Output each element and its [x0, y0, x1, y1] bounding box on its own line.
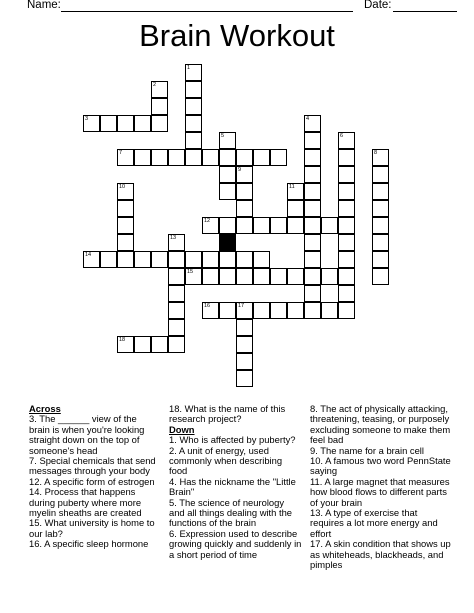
grid-cell[interactable] — [134, 336, 151, 353]
clue-item: 9. The name for a brain cell — [310, 444, 424, 456]
grid-cell[interactable] — [304, 268, 321, 285]
clue-number: 2 — [153, 82, 157, 88]
grid-cell[interactable] — [338, 268, 355, 285]
grid-cell[interactable] — [253, 149, 270, 166]
grid-cell[interactable] — [338, 285, 355, 302]
clue-number: 1 — [187, 65, 191, 71]
clue-number: 7 — [119, 150, 123, 156]
grid-cell[interactable] — [185, 64, 202, 81]
grid-cell[interactable] — [372, 149, 389, 166]
grid-cell[interactable] — [304, 217, 321, 234]
grid-cell[interactable] — [117, 234, 134, 251]
clue-item: 16. A specific sleep hormone — [29, 538, 149, 550]
grid-cell[interactable] — [219, 132, 236, 149]
grid-cell[interactable] — [372, 217, 389, 234]
grid-cell[interactable] — [168, 302, 185, 319]
grid-cell[interactable] — [202, 149, 219, 166]
grid-cell[interactable] — [236, 268, 253, 285]
grid-cell[interactable] — [185, 98, 202, 115]
grid-cell[interactable] — [151, 251, 168, 268]
clue-column-1 — [29, 404, 160, 550]
grid-cell[interactable] — [168, 336, 185, 353]
page-title: Brain Workout — [139, 18, 335, 53]
grid-cell[interactable] — [168, 285, 185, 302]
grid-cell[interactable] — [287, 183, 304, 200]
clue-item: 17. A skin condition that shows up as whiteheads, blackheads, and pimples — [310, 538, 451, 571]
grid-cell[interactable] — [134, 149, 151, 166]
grid-cell[interactable] — [338, 251, 355, 268]
grid-cell[interactable] — [338, 183, 355, 200]
clue-number: 4 — [306, 116, 310, 122]
grid-cell[interactable] — [236, 183, 253, 200]
grid-cell[interactable] — [253, 268, 270, 285]
grid-cell[interactable] — [219, 268, 236, 285]
clue-item: 6. Expression used to describe growing quickly and suddenly in a short period of time — [169, 527, 302, 560]
grid-cell[interactable] — [287, 200, 304, 217]
grid-cell[interactable] — [219, 183, 236, 200]
grid-cell[interactable] — [168, 268, 185, 285]
clue-number: 9 — [238, 167, 242, 173]
grid-cell[interactable] — [117, 251, 134, 268]
grid-cell[interactable] — [321, 268, 338, 285]
grid-cell[interactable] — [236, 336, 253, 353]
grid-cell[interactable] — [117, 115, 134, 132]
grid-cell[interactable] — [219, 166, 236, 183]
clue-number: 10 — [119, 184, 126, 190]
grid-cell[interactable] — [100, 251, 117, 268]
clue-number: 14 — [85, 252, 92, 258]
grid-cell[interactable] — [304, 149, 321, 166]
grid-cell[interactable] — [338, 217, 355, 234]
black-square — [219, 234, 236, 251]
grid-cell[interactable] — [372, 166, 389, 183]
grid-cell[interactable] — [236, 251, 253, 268]
grid-cell[interactable] — [117, 183, 134, 200]
clue-item: 1. Who is affected by puberty? — [169, 434, 296, 446]
grid-cell[interactable] — [100, 115, 117, 132]
grid-cell[interactable] — [287, 302, 304, 319]
clue-item: 2. A unit of energy, used commonly when describing food — [169, 444, 283, 477]
clue-item: 12. A specific form of estrogen — [29, 475, 155, 487]
grid-cell[interactable] — [168, 251, 185, 268]
grid-cell[interactable] — [151, 115, 168, 132]
grid-cell[interactable] — [202, 217, 219, 234]
clue-number: 6 — [340, 133, 344, 139]
grid-cell[interactable] — [219, 251, 236, 268]
grid-cell[interactable] — [117, 217, 134, 234]
grid-cell[interactable] — [304, 302, 321, 319]
grid-cell[interactable] — [321, 217, 338, 234]
grid-cell[interactable] — [185, 115, 202, 132]
clue-number: 15 — [187, 269, 194, 275]
grid-cell[interactable] — [270, 149, 287, 166]
grid-cell[interactable] — [304, 285, 321, 302]
grid-cell[interactable] — [219, 217, 236, 234]
clue-item: 13. A type of exercise that requires a lot more energy and effort — [310, 507, 438, 539]
clue-number: 3 — [85, 116, 89, 122]
grid-cell[interactable] — [372, 234, 389, 251]
grid-cell[interactable] — [338, 149, 355, 166]
name-label: Name: — [27, 0, 61, 11]
grid-cell[interactable] — [372, 251, 389, 268]
grid-cell[interactable] — [372, 183, 389, 200]
date-label: Date: — [364, 0, 392, 11]
grid-cell[interactable] — [202, 302, 219, 319]
clue-item: 4. Has the nickname the "Little Brain" — [169, 475, 296, 498]
clue-item: 10. A famous two word PennState saying — [310, 455, 451, 477]
clue-item: 18. What is the name of this research project? — [169, 403, 286, 425]
grid-cell[interactable] — [219, 302, 236, 319]
clue-item: 8. The act of physically attacking, threatening, teasing, or purposely excluding someone to make them feel bad — [310, 403, 451, 446]
grid-cell[interactable] — [185, 132, 202, 149]
clue-item: 7. Special chemicals that send messages through your body — [29, 455, 156, 477]
down-heading: Down — [169, 423, 195, 435]
grid-cell[interactable] — [253, 217, 270, 234]
grid-cell[interactable] — [321, 302, 338, 319]
grid-cell[interactable] — [236, 166, 253, 183]
grid-cell[interactable] — [338, 302, 355, 319]
grid-cell[interactable] — [304, 234, 321, 251]
grid-cell[interactable] — [304, 115, 321, 132]
grid-cell[interactable] — [202, 251, 219, 268]
clue-number: 13 — [170, 235, 177, 241]
grid-cell[interactable] — [185, 268, 202, 285]
grid-cell[interactable] — [83, 251, 100, 268]
grid-cell[interactable] — [338, 166, 355, 183]
clue-item: 11. A large magnet that measures how blood flows to different parts of your brain — [310, 475, 450, 508]
clue-column-3 — [310, 404, 451, 571]
grid-cell[interactable] — [236, 370, 253, 387]
clue-item: 14. Process that happens during puberty where more myelin sheaths are created — [29, 486, 142, 519]
grid-cell[interactable] — [151, 336, 168, 353]
grid-cell[interactable] — [304, 166, 321, 183]
grid-cell[interactable] — [134, 115, 151, 132]
across-heading: Across — [29, 403, 61, 414]
grid-cell[interactable] — [236, 217, 253, 234]
clue-item: 3. The ______ view of the brain is when you're looking straight down on the top of someone's head — [29, 413, 145, 456]
grid-cell[interactable] — [253, 302, 270, 319]
grid-cell[interactable] — [168, 319, 185, 336]
grid-cell[interactable] — [372, 268, 389, 285]
grid-cell[interactable] — [168, 149, 185, 166]
grid-cell[interactable] — [338, 132, 355, 149]
grid-cell[interactable] — [185, 149, 202, 166]
grid-cell[interactable] — [151, 81, 168, 98]
grid-cell[interactable] — [83, 115, 100, 132]
grid-cell[interactable] — [168, 234, 185, 251]
grid-cell[interactable] — [151, 149, 168, 166]
clue-number: 11 — [289, 184, 295, 190]
grid-cell[interactable] — [117, 149, 134, 166]
grid-cell[interactable] — [236, 149, 253, 166]
grid-cell[interactable] — [287, 268, 304, 285]
clue-column-2 — [169, 404, 302, 560]
clue-number: 12 — [204, 218, 211, 224]
clue-number: 16 — [204, 303, 211, 309]
grid-cell[interactable] — [304, 200, 321, 217]
grid-cell[interactable] — [372, 200, 389, 217]
clue-number: 8 — [374, 150, 378, 156]
clue-number: 18 — [119, 337, 126, 343]
grid-cell[interactable] — [253, 251, 270, 268]
grid-cell[interactable] — [185, 251, 202, 268]
grid-cell[interactable] — [236, 302, 253, 319]
grid-cell[interactable] — [236, 353, 253, 370]
grid-cell[interactable] — [117, 336, 134, 353]
clue-item: 15. What university is home to our lab? — [29, 517, 155, 539]
grid-cell[interactable] — [270, 302, 287, 319]
grid-cell[interactable] — [270, 217, 287, 234]
grid-cell[interactable] — [117, 200, 134, 217]
grid-cell[interactable] — [304, 251, 321, 268]
grid-cell[interactable] — [236, 200, 253, 217]
grid-cell[interactable] — [304, 132, 321, 149]
grid-cell[interactable] — [202, 268, 219, 285]
grid-cell[interactable] — [185, 81, 202, 98]
grid-cell[interactable] — [338, 234, 355, 251]
grid-cell[interactable] — [338, 200, 355, 217]
grid-cell[interactable] — [270, 268, 287, 285]
grid-cell[interactable] — [287, 217, 304, 234]
clue-number: 17 — [238, 303, 245, 309]
grid-cell[interactable] — [304, 183, 321, 200]
grid-cell[interactable] — [236, 319, 253, 336]
clue-item: 5. The science of neurology and all things dealing with the functions of the brain — [169, 496, 293, 529]
grid-cell[interactable] — [134, 251, 151, 268]
grid-cell[interactable] — [219, 149, 236, 166]
clue-number: 5 — [221, 133, 225, 139]
grid-cell[interactable] — [151, 98, 168, 115]
